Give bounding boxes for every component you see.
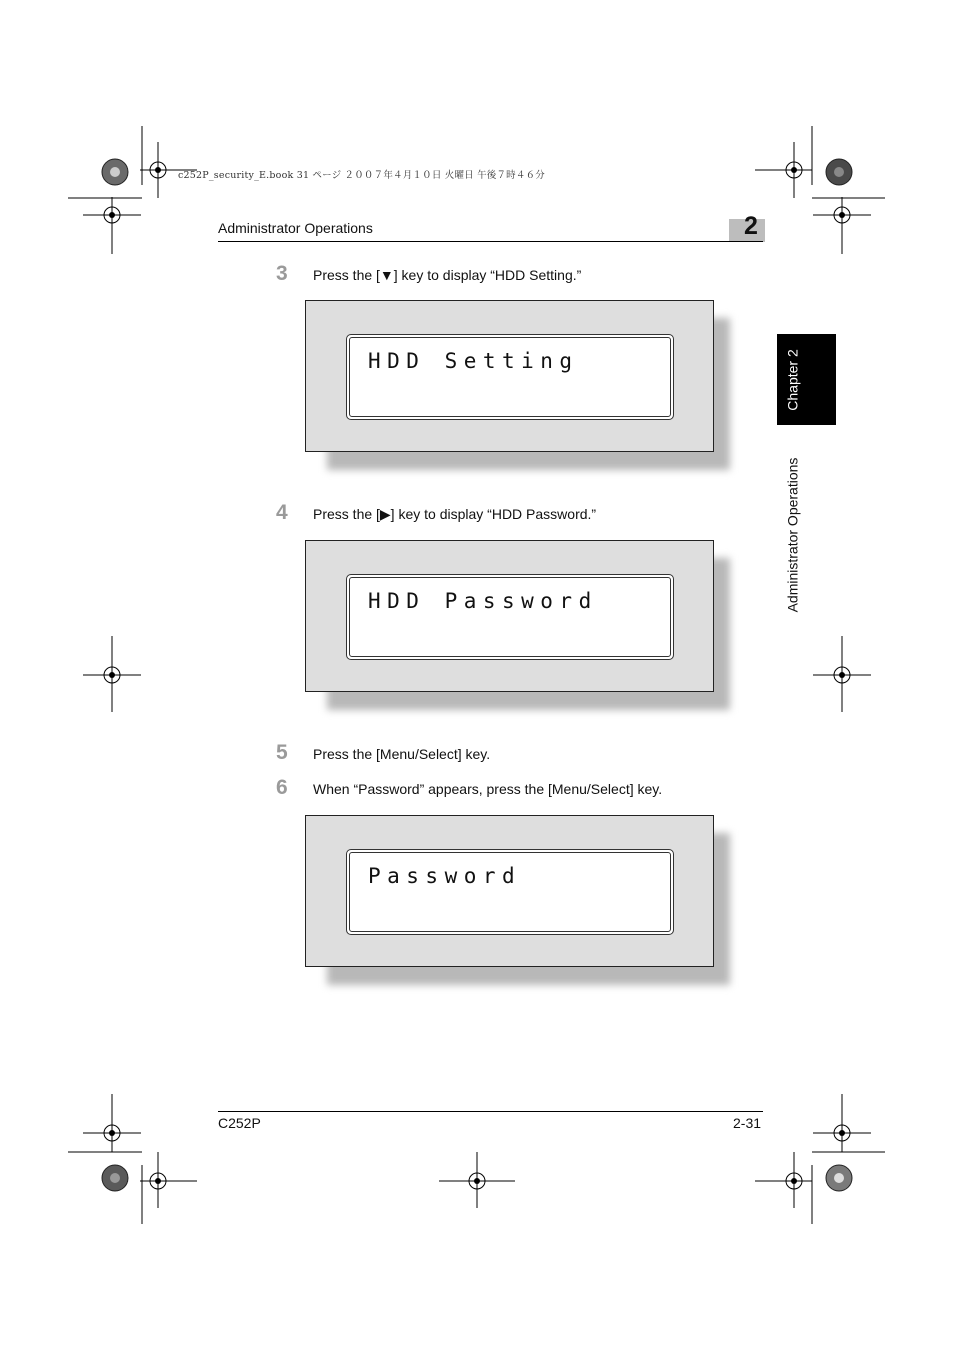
lcd-screen [346,574,674,660]
step-number: 6 [276,776,288,799]
header-rule [218,241,763,242]
side-tab-chapter-label-wrap [777,334,808,425]
side-tab-chapter-label: Chapter 2 [784,348,801,411]
footer-page-number: 2-31 [733,1115,762,1131]
side-tab-section-label: Administrator Operations [784,457,801,613]
step-number: 4 [276,501,288,524]
lcd-screen [346,334,674,420]
control-panel-display [305,300,714,452]
lcd-text: HDD Password [368,589,598,613]
control-panel-display [305,815,714,967]
lcd-text: HDD Setting [368,349,579,373]
lcd-text: Password [368,864,522,888]
step-text: Press the [▶] key to display “HDD Password.” [313,506,597,522]
running-header-title: Administrator Operations [218,220,373,236]
control-panel-display [305,540,714,692]
step-text: Press the [Menu/Select] key. [313,746,491,762]
chapter-number: 2 [744,212,758,240]
step-text: Press the [▼] key to display “HDD Setting.” [313,267,582,283]
step-number: 5 [276,741,288,764]
step-number: 3 [276,262,288,285]
step-text: When “Password” appears, press the [Menu/Select] key. [313,781,663,797]
print-info-line: c252P_security_E.book 31 ページ ２００７年４月１０日 火曜日 午後７時４６分 [178,170,545,181]
footer-rule [218,1111,763,1112]
footer-model: C252P [218,1115,261,1131]
side-tab-section-label-wrap [777,440,808,630]
lcd-screen [346,849,674,935]
